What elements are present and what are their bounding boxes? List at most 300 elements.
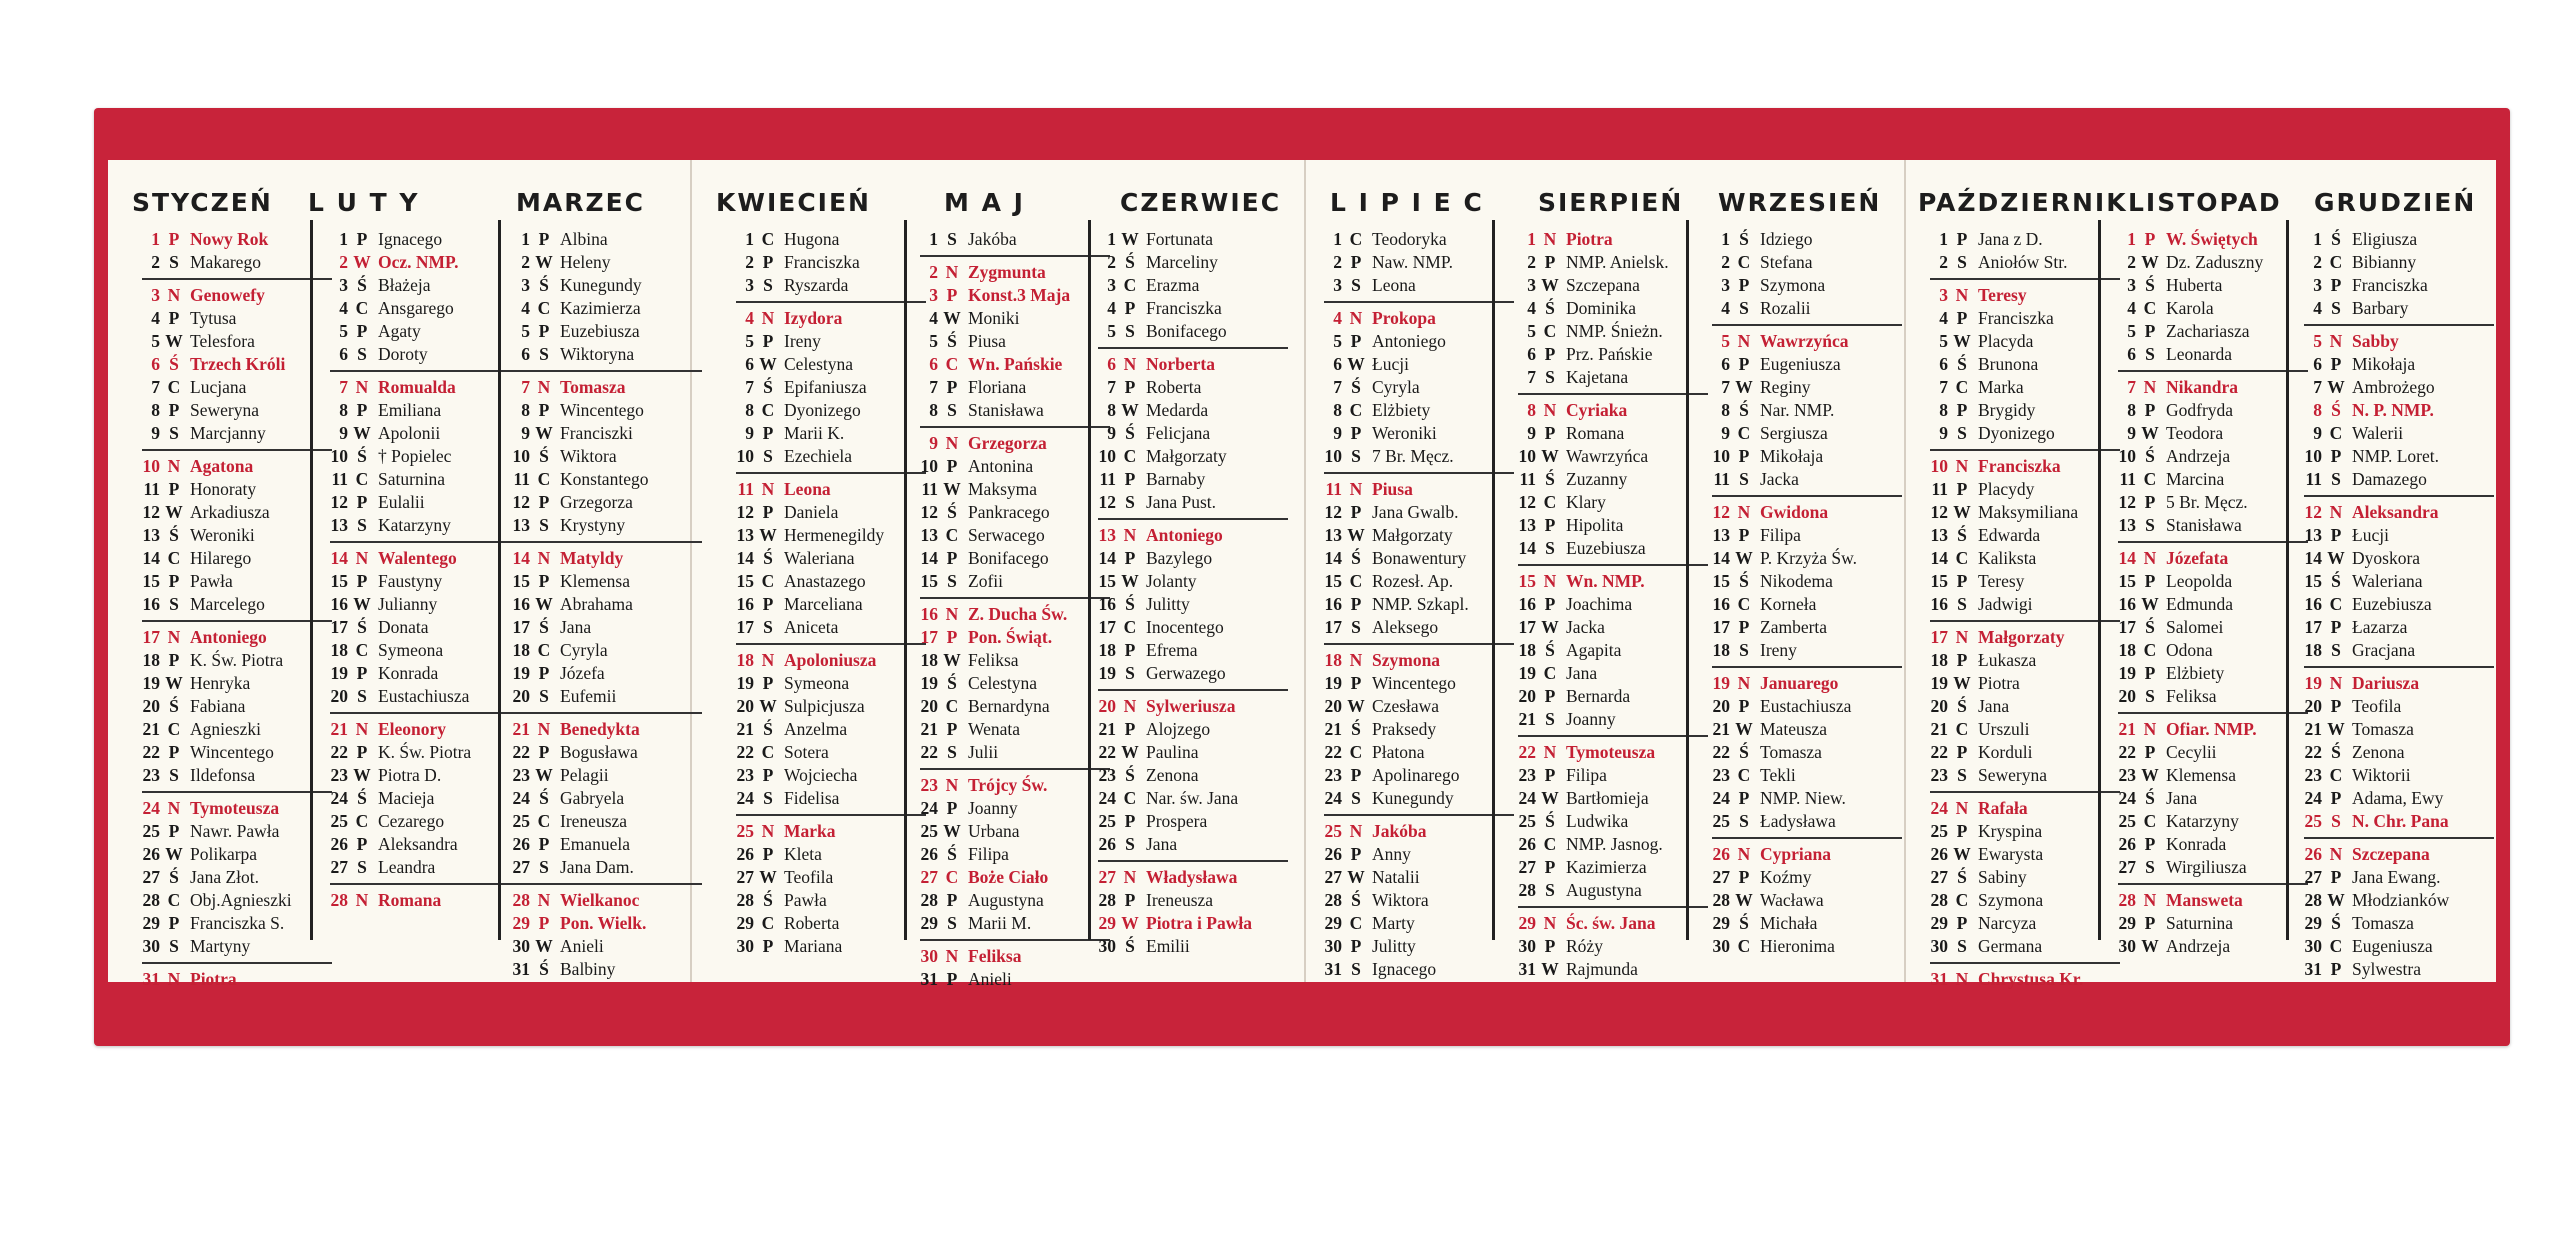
day-row bbox=[2304, 912, 2494, 935]
nameday: Jana Złot. bbox=[190, 867, 260, 887]
day-number: 18 bbox=[2118, 640, 2136, 660]
weekday-letter: P bbox=[1544, 686, 1556, 706]
weekday-letter: Ś bbox=[539, 275, 549, 295]
weekday-letter: C bbox=[167, 548, 181, 568]
day-number: 12 bbox=[1712, 502, 1730, 522]
nameday: Antoniego bbox=[1146, 525, 1223, 545]
day-number: 12 bbox=[512, 492, 530, 512]
weekday-letter: P bbox=[1124, 890, 1136, 910]
day-row bbox=[142, 649, 332, 672]
weekday-letter: Ś bbox=[763, 890, 773, 910]
day-number: 4 bbox=[2127, 298, 2136, 318]
day-row bbox=[1930, 524, 2120, 547]
day-row bbox=[1324, 820, 1514, 843]
weekday-letter: N bbox=[945, 433, 959, 453]
day-number: 7 bbox=[1333, 377, 1342, 397]
weekday-letter: C bbox=[1543, 834, 1557, 854]
day-number: 26 bbox=[2118, 834, 2136, 854]
day-number: 11 bbox=[921, 479, 938, 499]
weekday-letter: P bbox=[356, 571, 368, 591]
day-number: 16 bbox=[920, 604, 938, 624]
day-number: 30 bbox=[1098, 936, 1116, 956]
column-divider bbox=[310, 220, 313, 940]
weekday-letter: P bbox=[168, 913, 180, 933]
day-number: 5 bbox=[1721, 331, 1730, 351]
day-row bbox=[512, 741, 702, 764]
weekday-letter: N bbox=[537, 548, 551, 568]
day-number: 1 bbox=[151, 229, 160, 249]
weekday-letter: P bbox=[356, 834, 368, 854]
weekday-letter: C bbox=[1349, 742, 1363, 762]
weekday-letter: Ś bbox=[1125, 252, 1135, 272]
day-number: 26 bbox=[2304, 844, 2322, 864]
day-row bbox=[1712, 501, 1902, 524]
day-row bbox=[920, 843, 1110, 866]
nameday: Ofiar. NMP. bbox=[2166, 719, 2257, 739]
day-row bbox=[1324, 958, 1514, 981]
day-number: 12 bbox=[2304, 502, 2322, 522]
weekday-letter: S bbox=[1125, 663, 1135, 683]
day-row bbox=[736, 251, 926, 274]
weekday-letter: P bbox=[168, 571, 180, 591]
nameday: Łucji bbox=[1372, 354, 1409, 374]
day-number: 17 bbox=[2118, 617, 2136, 637]
weekday-letter: C bbox=[761, 229, 775, 249]
day-number: 31 bbox=[1518, 959, 1536, 979]
weekday-letter: N bbox=[1543, 400, 1557, 420]
day-number: 20 bbox=[330, 686, 348, 706]
weekday-letter: C bbox=[1955, 719, 1969, 739]
fold-line bbox=[1904, 160, 1906, 982]
month-column bbox=[512, 228, 702, 981]
weekday-letter: C bbox=[167, 719, 181, 739]
nameday: Sotera bbox=[784, 742, 829, 762]
day-row bbox=[1930, 593, 2120, 616]
weekday-letter: C bbox=[1349, 229, 1363, 249]
weekday-letter: Ś bbox=[169, 354, 179, 374]
day-row bbox=[1518, 708, 1708, 731]
weekday-letter: W bbox=[535, 594, 553, 614]
day-number: 7 bbox=[1721, 377, 1730, 397]
day-number: 28 bbox=[1518, 880, 1536, 900]
week-separator bbox=[736, 643, 926, 645]
nameday: Konstantego bbox=[560, 469, 649, 489]
nameday: Bazylego bbox=[1146, 548, 1213, 568]
day-row bbox=[330, 491, 520, 514]
day-row bbox=[1098, 445, 1288, 468]
day-number: 22 bbox=[1930, 742, 1948, 762]
weekday-letter: Ś bbox=[2331, 229, 2341, 249]
nameday: Edmunda bbox=[2166, 594, 2234, 614]
nameday: Natalii bbox=[1372, 867, 1420, 887]
day-number: 4 bbox=[339, 298, 348, 318]
day-number: 11 bbox=[143, 479, 160, 499]
weekday-letter: P bbox=[1544, 252, 1556, 272]
day-number: 8 bbox=[929, 400, 938, 420]
weekday-letter: N bbox=[1349, 821, 1363, 841]
nameday: Dyonizego bbox=[1978, 423, 2055, 443]
day-row bbox=[2304, 810, 2494, 833]
day-row bbox=[736, 912, 926, 935]
weekday-letter: P bbox=[1738, 788, 1750, 808]
month-heading: L U T Y bbox=[308, 188, 420, 217]
week-separator bbox=[920, 426, 1110, 428]
day-number: 2 bbox=[521, 252, 530, 272]
day-number: 20 bbox=[1518, 686, 1536, 706]
day-row bbox=[2304, 718, 2494, 741]
weekday-letter: W bbox=[1953, 673, 1971, 693]
nameday: Kaliksta bbox=[1978, 548, 2037, 568]
weekday-letter: P bbox=[1738, 617, 1750, 637]
day-row bbox=[1930, 843, 2120, 866]
day-number: 11 bbox=[1713, 469, 1730, 489]
day-row bbox=[330, 764, 520, 787]
day-row bbox=[1712, 297, 1902, 320]
day-number: 5 bbox=[1939, 331, 1948, 351]
weekday-letter: S bbox=[1545, 709, 1555, 729]
nameday: Zamberta bbox=[1760, 617, 1828, 637]
day-number: 17 bbox=[920, 627, 938, 647]
weekday-letter: S bbox=[947, 913, 957, 933]
nameday: Marka bbox=[784, 821, 836, 841]
weekday-letter: P bbox=[1124, 298, 1136, 318]
nameday: Gwidona bbox=[1760, 502, 1829, 522]
nameday: Placyda bbox=[1978, 331, 2034, 351]
weekday-letter: C bbox=[1123, 275, 1137, 295]
day-number: 7 bbox=[151, 377, 160, 397]
day-number: 25 bbox=[1930, 821, 1948, 841]
weekday-letter: S bbox=[357, 515, 367, 535]
nameday: Weroniki bbox=[190, 525, 255, 545]
nameday: Bonifacego bbox=[1146, 321, 1227, 341]
weekday-letter: P bbox=[2144, 663, 2156, 683]
nameday: Franciszka S. bbox=[190, 913, 285, 933]
week-separator bbox=[2304, 324, 2494, 326]
nameday: NMP. Śnieżn. bbox=[1566, 321, 1663, 341]
day-number: 31 bbox=[512, 959, 530, 979]
day-row bbox=[142, 764, 332, 787]
nameday: Piotra i Pawła bbox=[1146, 913, 1252, 933]
day-row bbox=[1098, 297, 1288, 320]
nameday: Łukasza bbox=[1978, 650, 2037, 670]
weekday-letter: C bbox=[2329, 423, 2343, 443]
nameday: Anzelma bbox=[784, 719, 848, 739]
day-row bbox=[142, 935, 332, 958]
day-number: 20 bbox=[2118, 686, 2136, 706]
weekday-letter: N bbox=[1123, 696, 1137, 716]
weekday-letter: S bbox=[763, 788, 773, 808]
nameday: Ładysława bbox=[1760, 811, 1836, 831]
weekday-letter: C bbox=[2329, 936, 2343, 956]
day-number: 8 bbox=[2313, 400, 2322, 420]
weekday-letter: P bbox=[1124, 640, 1136, 660]
weekday-letter: Ś bbox=[947, 673, 957, 693]
day-row bbox=[920, 741, 1110, 764]
day-number: 5 bbox=[1527, 321, 1536, 341]
day-number: 22 bbox=[1098, 742, 1116, 762]
day-number: 27 bbox=[330, 857, 348, 877]
nameday: Sabiny bbox=[1978, 867, 2027, 887]
day-number: 22 bbox=[2118, 742, 2136, 762]
day-row bbox=[1518, 468, 1708, 491]
weekday-letter: C bbox=[2143, 298, 2157, 318]
day-row bbox=[1324, 866, 1514, 889]
day-row bbox=[1324, 741, 1514, 764]
weekday-letter: W bbox=[1735, 377, 1753, 397]
nameday: Kazimierza bbox=[1566, 857, 1647, 877]
day-row bbox=[1324, 445, 1514, 468]
day-number: 18 bbox=[1930, 650, 1948, 670]
day-row bbox=[512, 662, 702, 685]
day-row bbox=[1712, 810, 1902, 833]
day-number: 6 bbox=[929, 354, 938, 374]
day-row bbox=[920, 399, 1110, 422]
month-column bbox=[920, 228, 1110, 991]
day-number: 7 bbox=[2127, 377, 2136, 397]
day-number: 14 bbox=[920, 548, 938, 568]
day-row bbox=[142, 866, 332, 889]
day-row bbox=[1324, 672, 1514, 695]
nameday: Adama, Ewy bbox=[2352, 788, 2444, 808]
weekday-letter: S bbox=[169, 252, 179, 272]
nameday: Klemensa bbox=[560, 571, 630, 591]
day-number: 17 bbox=[142, 627, 160, 647]
day-number: 21 bbox=[142, 719, 160, 739]
weekday-letter: P bbox=[1350, 844, 1362, 864]
day-row bbox=[2118, 593, 2308, 616]
day-row bbox=[920, 968, 1110, 991]
weekday-letter: Ś bbox=[2331, 571, 2341, 591]
day-row bbox=[330, 422, 520, 445]
nameday: Franciszka bbox=[784, 252, 860, 272]
day-number: 15 bbox=[1518, 571, 1536, 591]
day-row bbox=[512, 685, 702, 708]
day-number: 21 bbox=[2118, 719, 2136, 739]
nameday: Aniceta bbox=[784, 617, 839, 637]
nameday: Szymona bbox=[1978, 890, 2044, 910]
nameday: Eulalii bbox=[378, 492, 425, 512]
day-row bbox=[1518, 366, 1708, 389]
day-row bbox=[2118, 889, 2308, 912]
weekday-letter: W bbox=[1347, 696, 1365, 716]
day-row bbox=[142, 251, 332, 274]
weekday-letter: W bbox=[943, 821, 961, 841]
weekday-letter: P bbox=[356, 742, 368, 762]
day-row bbox=[1518, 274, 1708, 297]
nameday: Heleny bbox=[560, 252, 611, 272]
day-number: 13 bbox=[1324, 525, 1342, 545]
day-number: 19 bbox=[1518, 663, 1536, 683]
nameday: Romana bbox=[1566, 423, 1625, 443]
nameday: Jana bbox=[2166, 788, 2198, 808]
day-number: 20 bbox=[736, 696, 754, 716]
day-row bbox=[142, 843, 332, 866]
weekday-letter: Ś bbox=[2145, 788, 2155, 808]
nameday: Zachariasza bbox=[2166, 321, 2250, 341]
nameday: Piusa bbox=[1372, 479, 1413, 499]
weekday-letter: Ś bbox=[1957, 867, 1967, 887]
nameday: Marka bbox=[1978, 377, 2024, 397]
weekday-letter: Ś bbox=[357, 788, 367, 808]
weekday-letter: W bbox=[1953, 331, 1971, 351]
day-row bbox=[512, 274, 702, 297]
weekday-letter: P bbox=[1956, 400, 1968, 420]
day-number: 21 bbox=[1712, 719, 1730, 739]
nameday: Bonawentury bbox=[1372, 548, 1467, 568]
weekday-letter: P bbox=[1124, 811, 1136, 831]
day-number: 26 bbox=[920, 844, 938, 864]
day-row bbox=[736, 353, 926, 376]
weekday-letter: P bbox=[762, 936, 774, 956]
nameday: Klary bbox=[1566, 492, 1606, 512]
weekday-letter: P bbox=[168, 479, 180, 499]
weekday-letter: W bbox=[1121, 742, 1139, 762]
weekday-letter: Ś bbox=[1125, 765, 1135, 785]
nameday: Cecylii bbox=[2166, 742, 2217, 762]
day-row bbox=[512, 514, 702, 537]
day-row bbox=[1324, 570, 1514, 593]
day-row bbox=[142, 741, 332, 764]
day-row bbox=[1712, 274, 1902, 297]
day-row bbox=[1518, 810, 1708, 833]
weekday-letter: N bbox=[1349, 650, 1363, 670]
day-number: 16 bbox=[512, 594, 530, 614]
nameday: Piotra bbox=[1566, 229, 1613, 249]
nameday: Dyoskora bbox=[2352, 548, 2421, 568]
day-row bbox=[142, 672, 332, 695]
column-divider bbox=[2098, 220, 2101, 940]
weekday-letter: Ś bbox=[1125, 594, 1135, 614]
weekday-letter: P bbox=[2330, 275, 2342, 295]
day-row bbox=[1518, 320, 1708, 343]
day-number: 6 bbox=[1939, 354, 1948, 374]
weekday-letter: Ś bbox=[2331, 400, 2341, 420]
day-number: 23 bbox=[920, 775, 938, 795]
day-row bbox=[2304, 958, 2494, 981]
weekday-letter: P bbox=[1956, 742, 1968, 762]
day-number: 14 bbox=[1324, 548, 1342, 568]
day-row bbox=[920, 797, 1110, 820]
day-row bbox=[736, 307, 926, 330]
weekday-letter: P bbox=[2330, 525, 2342, 545]
nameday: Januarego bbox=[1760, 673, 1839, 693]
weekday-letter: P bbox=[1956, 229, 1968, 249]
weekday-letter: P bbox=[1350, 594, 1362, 614]
day-row bbox=[2304, 672, 2494, 695]
weekday-letter: N bbox=[1737, 331, 1751, 351]
week-separator bbox=[330, 883, 520, 885]
weekday-letter: Ś bbox=[763, 377, 773, 397]
day-row bbox=[1930, 797, 2120, 820]
day-number: 10 bbox=[2304, 446, 2322, 466]
weekday-letter: P bbox=[356, 492, 368, 512]
day-number: 28 bbox=[1098, 890, 1116, 910]
nameday: Młodzianków bbox=[2352, 890, 2450, 910]
day-number: 25 bbox=[1518, 811, 1536, 831]
week-separator bbox=[1930, 449, 2120, 451]
weekday-letter: C bbox=[1737, 423, 1751, 443]
nameday: Kryspina bbox=[1978, 821, 2043, 841]
day-row bbox=[2118, 764, 2308, 787]
day-row bbox=[920, 945, 1110, 968]
week-separator bbox=[142, 791, 332, 793]
day-row bbox=[1098, 593, 1288, 616]
day-number: 30 bbox=[920, 946, 938, 966]
day-number: 5 bbox=[2127, 321, 2136, 341]
day-row bbox=[920, 353, 1110, 376]
day-number: 4 bbox=[2313, 298, 2322, 318]
weekday-letter: C bbox=[355, 469, 369, 489]
day-number: 1 bbox=[1527, 229, 1536, 249]
fold-line bbox=[1304, 160, 1306, 982]
weekday-letter: N bbox=[761, 479, 775, 499]
weekday-letter: S bbox=[2145, 344, 2155, 364]
day-number: 26 bbox=[1518, 834, 1536, 854]
day-number: 2 bbox=[1527, 252, 1536, 272]
weekday-letter: W bbox=[1541, 446, 1559, 466]
nameday: Bartłomieja bbox=[1566, 788, 1649, 808]
day-row bbox=[920, 330, 1110, 353]
weekday-letter: W bbox=[165, 502, 183, 522]
day-row bbox=[512, 718, 702, 741]
weekday-letter: P bbox=[946, 969, 958, 989]
nameday: Eugeniusza bbox=[1760, 354, 1841, 374]
day-number: 5 bbox=[151, 331, 160, 351]
day-number: 28 bbox=[920, 890, 938, 910]
nameday: Weroniki bbox=[1372, 423, 1437, 443]
day-number: 3 bbox=[1939, 285, 1948, 305]
day-row bbox=[2118, 514, 2308, 537]
week-separator bbox=[142, 620, 332, 622]
weekday-letter: P bbox=[762, 765, 774, 785]
day-number: 21 bbox=[1930, 719, 1948, 739]
day-row bbox=[512, 399, 702, 422]
day-number: 23 bbox=[330, 765, 348, 785]
day-number: 4 bbox=[745, 308, 754, 328]
nameday: Floriana bbox=[968, 377, 1027, 397]
weekday-letter: C bbox=[761, 400, 775, 420]
nameday: Wacława bbox=[1760, 890, 1824, 910]
day-row bbox=[1098, 912, 1288, 935]
day-row bbox=[330, 320, 520, 343]
weekday-letter: Ś bbox=[539, 446, 549, 466]
weekday-letter: P bbox=[2144, 400, 2156, 420]
weekday-letter: C bbox=[1543, 663, 1557, 683]
day-number: 3 bbox=[1721, 275, 1730, 295]
nameday: Ryszarda bbox=[784, 275, 849, 295]
nameday: Wojciecha bbox=[784, 765, 858, 785]
day-row bbox=[2304, 843, 2494, 866]
day-row bbox=[1098, 274, 1288, 297]
nameday: Ocz. NMP. bbox=[378, 252, 459, 272]
day-row bbox=[142, 422, 332, 445]
weekday-letter: W bbox=[1735, 548, 1753, 568]
nameday: Konst.3 Maja bbox=[968, 285, 1071, 305]
day-row bbox=[1098, 616, 1288, 639]
nameday: Grzegorza bbox=[968, 433, 1047, 453]
weekday-letter: P bbox=[1738, 525, 1750, 545]
nameday: Eligiusza bbox=[2352, 229, 2418, 249]
day-number: 7 bbox=[521, 377, 530, 397]
weekday-letter: N bbox=[355, 548, 369, 568]
day-number: 7 bbox=[745, 377, 754, 397]
nameday: Urszuli bbox=[1978, 719, 2030, 739]
nameday: Łazarza bbox=[2352, 617, 2408, 637]
day-number: 16 bbox=[2118, 594, 2136, 614]
nameday: Korduli bbox=[1978, 742, 2033, 762]
nameday: Leona bbox=[1372, 275, 1416, 295]
weekday-letter: P bbox=[2144, 321, 2156, 341]
